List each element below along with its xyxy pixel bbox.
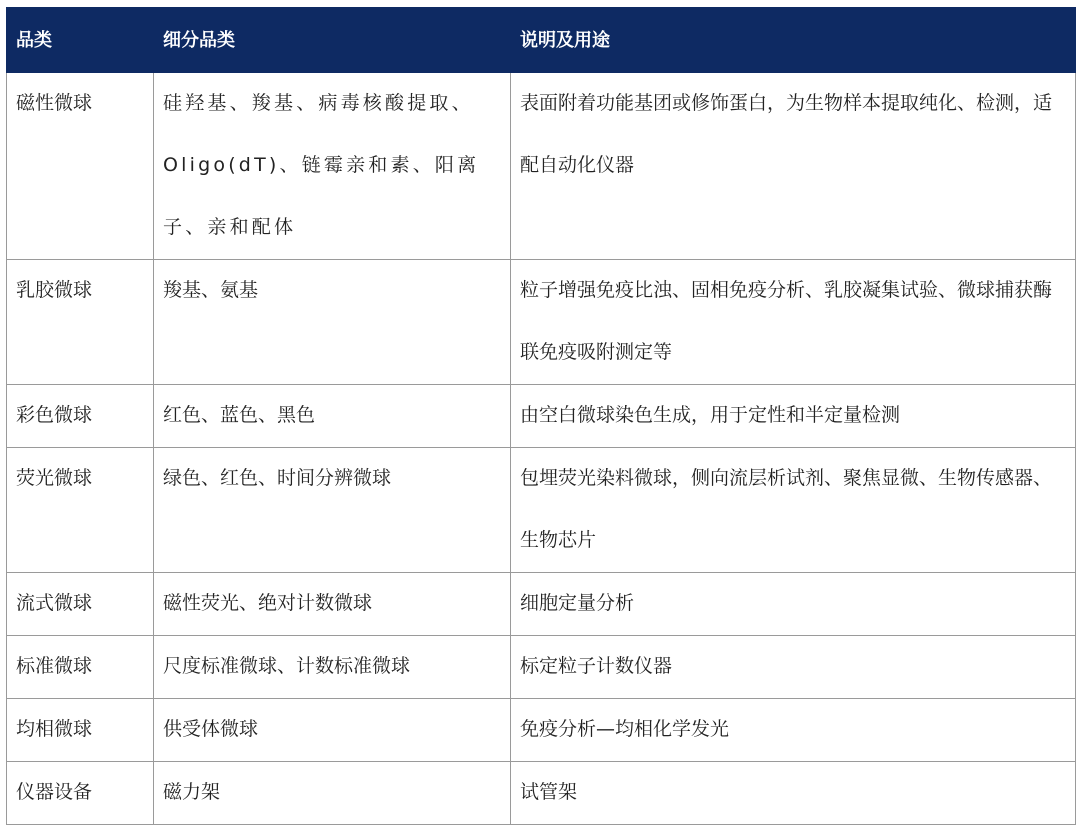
cell-subcategory: 磁力架 — [154, 762, 511, 825]
cell-category: 磁性微球 — [7, 73, 154, 260]
cell-subcategory: 磁性荧光、绝对计数微球 — [154, 573, 511, 636]
table-row — [7, 73, 1076, 260]
cell-category: 仪器设备 — [7, 762, 154, 825]
cell-subcategory: 绿色、红色、时间分辨微球 — [154, 448, 511, 573]
cell-category: 荧光微球 — [7, 448, 154, 573]
table-row — [7, 385, 1076, 448]
cell-subcategory: 红色、蓝色、黑色 — [154, 385, 511, 448]
cell-description: 免疫分析—均相化学发光 — [511, 699, 1076, 762]
product-category-table — [6, 7, 1076, 825]
cell-category: 标准微球 — [7, 636, 154, 699]
table-header — [7, 8, 1076, 73]
table-row — [7, 260, 1076, 385]
cell-subcategory: 羧基、氨基 — [154, 260, 511, 385]
header-row — [7, 8, 1076, 73]
table-body — [7, 73, 1076, 825]
cell-subcategory: 硅羟基、羧基、病毒核酸提取、Oligo(dT)、链霉亲和素、阳离子、亲和配体 — [154, 73, 511, 260]
cell-subcategory: 尺度标准微球、计数标准微球 — [154, 636, 511, 699]
cell-category: 均相微球 — [7, 699, 154, 762]
cell-description: 由空白微球染色生成，用于定性和半定量检测 — [511, 385, 1076, 448]
cell-category: 乳胶微球 — [7, 260, 154, 385]
cell-description: 粒子增强免疫比浊、固相免疫分析、乳胶凝集试验、微球捕获酶联免疫吸附测定等 — [511, 260, 1076, 385]
cell-subcategory: 供受体微球 — [154, 699, 511, 762]
header-category: 品类 — [7, 8, 154, 73]
table-row — [7, 762, 1076, 825]
cell-description: 标定粒子计数仪器 — [511, 636, 1076, 699]
cell-category: 彩色微球 — [7, 385, 154, 448]
cell-description: 表面附着功能基团或修饰蛋白，为生物样本提取纯化、检测，适配自动化仪器 — [511, 73, 1076, 260]
cell-category: 流式微球 — [7, 573, 154, 636]
cell-description: 包埋荧光染料微球，侧向流层析试剂、聚焦显微、生物传感器、生物芯片 — [511, 448, 1076, 573]
table-row — [7, 573, 1076, 636]
table-row — [7, 636, 1076, 699]
table-row — [7, 699, 1076, 762]
header-description: 说明及用途 — [511, 8, 1076, 73]
cell-description: 试管架 — [511, 762, 1076, 825]
table-row — [7, 448, 1076, 573]
header-subcategory: 细分品类 — [154, 8, 511, 73]
cell-description: 细胞定量分析 — [511, 573, 1076, 636]
